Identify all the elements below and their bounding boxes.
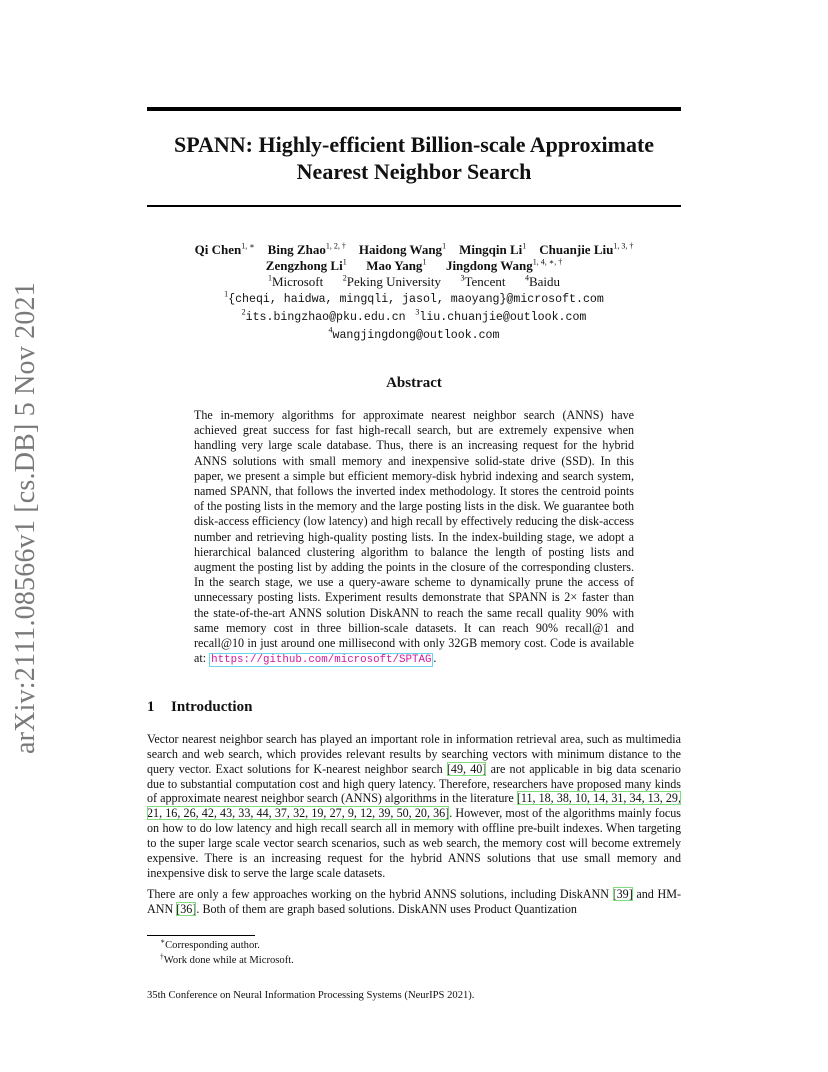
author-affiliation-mark: 1	[342, 257, 347, 267]
email-mark: 2	[241, 307, 246, 317]
conference-note: 35th Conference on Neural Information Processing Systems (NeurIPS 2021).	[147, 990, 475, 1001]
footnote-mark: ∗	[160, 936, 166, 946]
email-line-1	[147, 290, 681, 308]
email-mark: 1	[224, 289, 229, 299]
citation-link[interactable]: [11, 18, 38, 10, 14, 31, 34, 13, 29, 21, 16, 26, 42, 43, 33, 44, 37, 32, 19, 27, 9, 12, 39, 50, 20, 36]	[147, 791, 681, 821]
affiliation-name: Peking University	[346, 274, 441, 289]
footnote-1	[160, 938, 294, 953]
intro-text: Vector nearest neighbor search has played an important role in information retrieval area, such as multimedia search and web search, which provides relevant results by searching vectors with minimum distance to the query vector. Exact solutions for K-nearest neighbor search	[147, 732, 681, 776]
author-affiliation-mark: 1, 2, †	[325, 241, 346, 251]
author-name: Qi Chen	[194, 242, 242, 257]
email-line-3	[147, 326, 681, 344]
footnote-mark: †	[160, 951, 164, 961]
section-title: Introduction	[171, 699, 253, 715]
email-address[interactable]: liu.chuanjie@outlook.com	[419, 311, 587, 324]
affiliation-name: Baidu	[528, 274, 561, 289]
citation-link[interactable]: [36]	[176, 902, 197, 917]
author-affiliation-mark: 1	[522, 241, 527, 251]
paper-title	[147, 131, 681, 185]
author-name: Jingdong Wang	[445, 258, 533, 273]
footnote-text: Work done while at Microsoft.	[163, 955, 294, 966]
footnote-2	[160, 953, 294, 968]
intro-paragraph-1	[147, 732, 681, 880]
author-line-2	[147, 258, 681, 274]
email-address[interactable]: {cheqi, haidwa, mingqli, jasol, maoyang}@microsoft.com	[228, 293, 604, 306]
intro-text: and HM-ANN	[147, 887, 681, 917]
affiliation-mark: 1	[267, 273, 272, 283]
affiliation-mark: 3	[460, 273, 465, 283]
title-line-1: SPANN: Highly-efficient Billion-scale Approximate	[173, 132, 655, 157]
intro-text: . Both of them are graph based solutions. DiskANN uses Product Quantization	[196, 902, 577, 917]
author-name: Haidong Wang	[358, 242, 443, 257]
citation-link[interactable]: [39]	[612, 887, 633, 902]
affiliation-name: Microsoft	[271, 274, 324, 289]
section-number: 1	[147, 699, 155, 715]
email-mark: 4	[328, 325, 333, 335]
arxiv-identifier: arXiv:2111.08566v1 [cs.DB] 5 Nov 2021	[10, 282, 41, 754]
arxiv-identifier-container	[0, 0, 41, 754]
author-affiliation-mark: 1	[422, 257, 427, 267]
footnote-text: Corresponding author.	[165, 940, 260, 951]
affiliation-line	[147, 274, 681, 290]
footnotes	[160, 938, 294, 968]
email-address[interactable]: wangjingdong@outlook.com	[332, 329, 500, 342]
introduction-body	[147, 732, 681, 924]
code-link[interactable]: https://github.com/microsoft/SPTAG	[211, 654, 432, 667]
title-bottom-rule	[147, 205, 681, 207]
author-name: Bing Zhao	[267, 242, 326, 257]
email-address[interactable]: its.bingzhao@pku.edu.cn	[245, 311, 406, 324]
intro-paragraph-2	[147, 887, 681, 917]
abstract-heading: Abstract	[386, 375, 442, 391]
abstract-end: .	[433, 651, 437, 666]
affiliation-name: Tencent	[464, 274, 506, 289]
author-name: Mingqin Li	[459, 242, 523, 257]
author-affiliation-mark: 1, 4, ∗, †	[532, 257, 563, 267]
affiliation-mark: 4	[524, 273, 529, 283]
title-line-2: Nearest Neighbor Search	[296, 159, 532, 184]
author-line-1	[147, 242, 681, 258]
affiliation-mark: 2	[342, 273, 347, 283]
author-block	[147, 242, 681, 344]
author-name: Zengzhong Li	[265, 258, 343, 273]
citation-link[interactable]: [49, 40]	[446, 761, 487, 776]
intro-text: There are only a few approaches working on the hybrid ANNS solutions, including DiskANN	[147, 887, 613, 902]
section-heading	[147, 699, 252, 716]
author-name: Mao Yang	[366, 258, 423, 273]
abstract-body	[194, 408, 634, 668]
author-affiliation-mark: 1	[442, 241, 447, 251]
author-affiliation-mark: 1, 3, †	[613, 241, 634, 251]
intro-text: . However, most of the algorithms mainly focus on how to do low latency and high recall search all in memory with offline pre-built indexes. When targeting to the super large scale vector search scenarios, such as web search, the memory cost will become extremely expensive. There is an increasing request for the hybrid ANNS solutions that use small memory and inexpensive disk to serve the large scale datasets.	[147, 806, 681, 880]
email-mark: 3	[415, 307, 420, 317]
email-line-2	[147, 308, 681, 326]
title-top-rule	[147, 107, 681, 111]
abstract-text: The in-memory algorithms for approximate nearest neighbor search (ANNS) have achieved great success for fast high-recall search, but are extremely expensive when handling very large scale database. Thus, there is an increasing request for the hybrid ANNS solutions with small memory and inexpensive solid-state drive (SSD). In this paper, we present a simple but efficient memory-disk hybrid indexing and search system, named SPANN, that follows the inverted index methodology. It stores the centroid points of the posting lists in the memory and the large posting lists in the disk. We guarantee both disk-access efficiency (low latency) and high recall by effectively reducing the disk-access number and retrieving high-quality posting lists. In the index-building stage, we adopt a hierarchical balanced clustering algorithm to balance the length of posting lists and augment the posting list by adding the points in the closure of the corresponding clusters. In the search stage, we use a query-aware scheme to dynamically prune the access of unnecessary posting lists. Experiment results demonstrate that SPANN is 2× faster than the state-of-the-art ANNS solution DiskANN to reach the same recall quality 90% with same memory cost in three billion-scale datasets. It can reach 90% recall@1 and recall@10 in just around one millisecond with only 32GB memory cost. Code is available at:	[194, 408, 634, 666]
author-affiliation-mark: 1, ∗	[241, 241, 255, 251]
author-name: Chuanjie Liu	[539, 242, 614, 257]
intro-text: are not applicable in big data scenario due to substantial computation cost and high query latency. Therefore, researchers have proposed many kinds of approximate nearest neighbor search (ANNS) algorithms in the literature	[147, 761, 681, 806]
